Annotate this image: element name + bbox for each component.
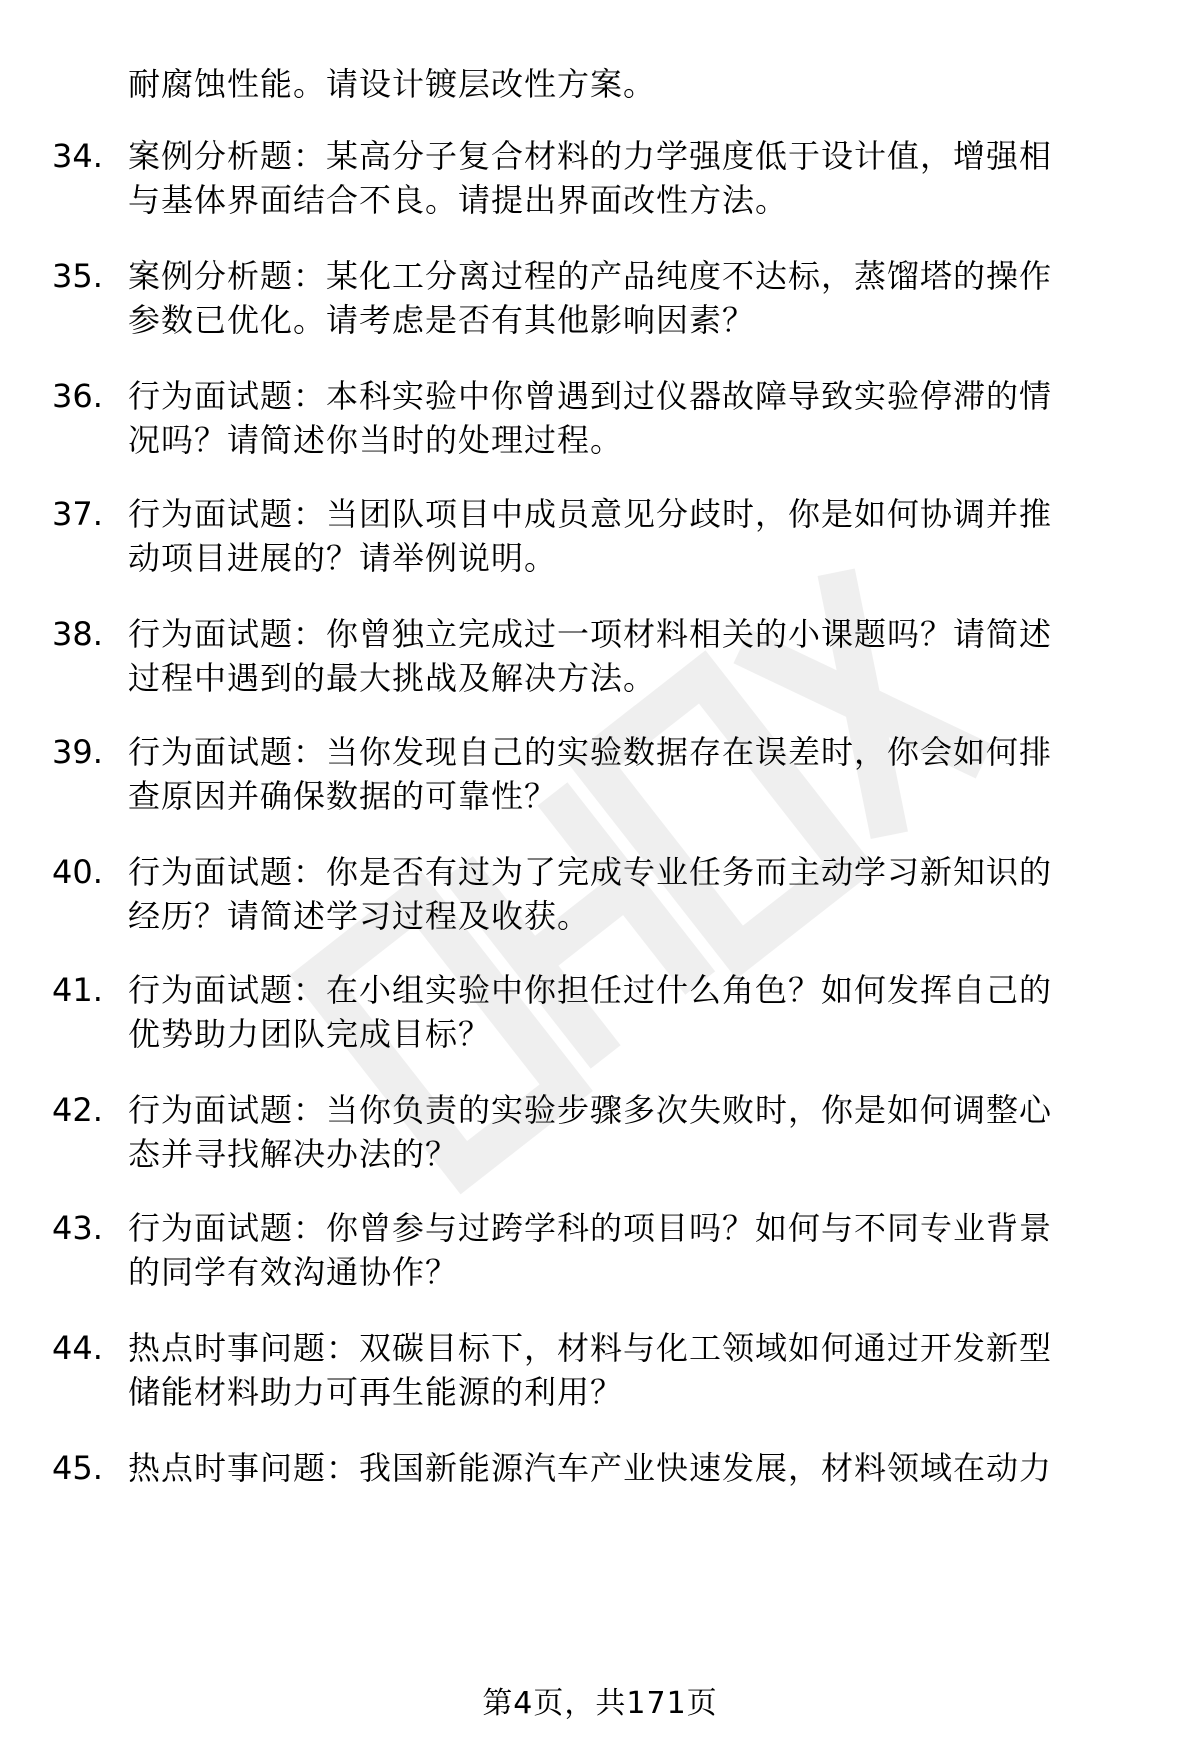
- question-number: 35.: [52, 257, 103, 295]
- question-text-line: 况吗？请简述你当时的处理过程。: [128, 421, 624, 459]
- question-number: 37.: [52, 495, 103, 533]
- question-number: 43.: [52, 1209, 103, 1247]
- question-number: 41.: [52, 971, 103, 1009]
- question-text: [128, 254, 1140, 342]
- question-text-line: 行为面试题：当你发现自己的实验数据存在误差时，你会如何排: [128, 733, 1053, 771]
- question-text: [128, 968, 1140, 1056]
- question-text: [128, 730, 1140, 818]
- question-text-line: 案例分析题：某高分子复合材料的力学强度低于设计值，增强相: [128, 137, 1053, 175]
- question-text-line: 行为面试题：你曾参与过跨学科的项目吗？如何与不同专业背景: [128, 1209, 1053, 1247]
- question-text-line: 参数已优化。请考虑是否有其他影响因素？: [128, 301, 756, 339]
- page-number-footer: 第4页，共171页: [482, 1686, 718, 1721]
- question-text-line: 行为面试题：当团队项目中成员意见分歧时，你是如何协调并推: [128, 495, 1053, 533]
- question-text-line: 热点时事问题：我国新能源汽车产业快速发展，材料领域在动力: [128, 1449, 1053, 1487]
- question-text: [128, 134, 1140, 222]
- continuation-text: 耐腐蚀性能。请设计镀层改性方案。: [128, 65, 657, 103]
- question-number: 34.: [52, 137, 103, 175]
- question-text-line: 行为面试题：你曾独立完成过一项材料相关的小课题吗？请简述: [128, 615, 1053, 653]
- question-text-line: 过程中遇到的最大挑战及解决方法。: [128, 659, 657, 697]
- question-text-line: 查原因并确保数据的可靠性？: [128, 777, 558, 815]
- question-number: 44.: [52, 1329, 103, 1367]
- question-text-line: 行为面试题：本科实验中你曾遇到过仪器故障导致实验停滞的情: [128, 377, 1053, 415]
- question-text-line: 经历？请简述学习过程及收获。: [128, 897, 591, 935]
- question-text-line: 动项目进展的？请举例说明。: [128, 539, 558, 577]
- question-text-line: 行为面试题：当你负责的实验步骤多次失败时，你是如何调整心: [128, 1091, 1053, 1129]
- question-text-line: 的同学有效沟通协作？: [128, 1253, 459, 1291]
- question-number: 38.: [52, 615, 103, 653]
- question-text: [128, 492, 1140, 580]
- question-text-line: 优势助力团队完成目标？: [128, 1015, 492, 1053]
- question-number: 40.: [52, 853, 103, 891]
- question-text: [128, 1088, 1140, 1176]
- question-text: [128, 850, 1140, 938]
- question-number: 42.: [52, 1091, 103, 1129]
- question-number: 36.: [52, 377, 103, 415]
- question-text-line: 行为面试题：在小组实验中你担任过什么角色？如何发挥自己的: [128, 971, 1053, 1009]
- question-number: 39.: [52, 733, 103, 771]
- question-number: 45.: [52, 1449, 103, 1487]
- question-text: [128, 374, 1140, 462]
- question-text: [128, 1446, 1140, 1490]
- question-text-line: 态并寻找解决办法的？: [128, 1135, 459, 1173]
- question-text-line: 热点时事问题：双碳目标下，材料与化工领域如何通过开发新型: [128, 1329, 1053, 1367]
- question-text: [128, 612, 1140, 700]
- question-text: [128, 1326, 1140, 1414]
- question-text-line: 案例分析题：某化工分离过程的产品纯度不达标，蒸馏塔的操作: [128, 257, 1053, 295]
- question-text-line: 与基体界面结合不良。请提出界面改性方法。: [128, 181, 789, 219]
- question-text-line: 行为面试题：你是否有过为了完成专业任务而主动学习新知识的: [128, 853, 1053, 891]
- question-text: [128, 1206, 1140, 1294]
- question-text-line: 储能材料助力可再生能源的利用？: [128, 1373, 624, 1411]
